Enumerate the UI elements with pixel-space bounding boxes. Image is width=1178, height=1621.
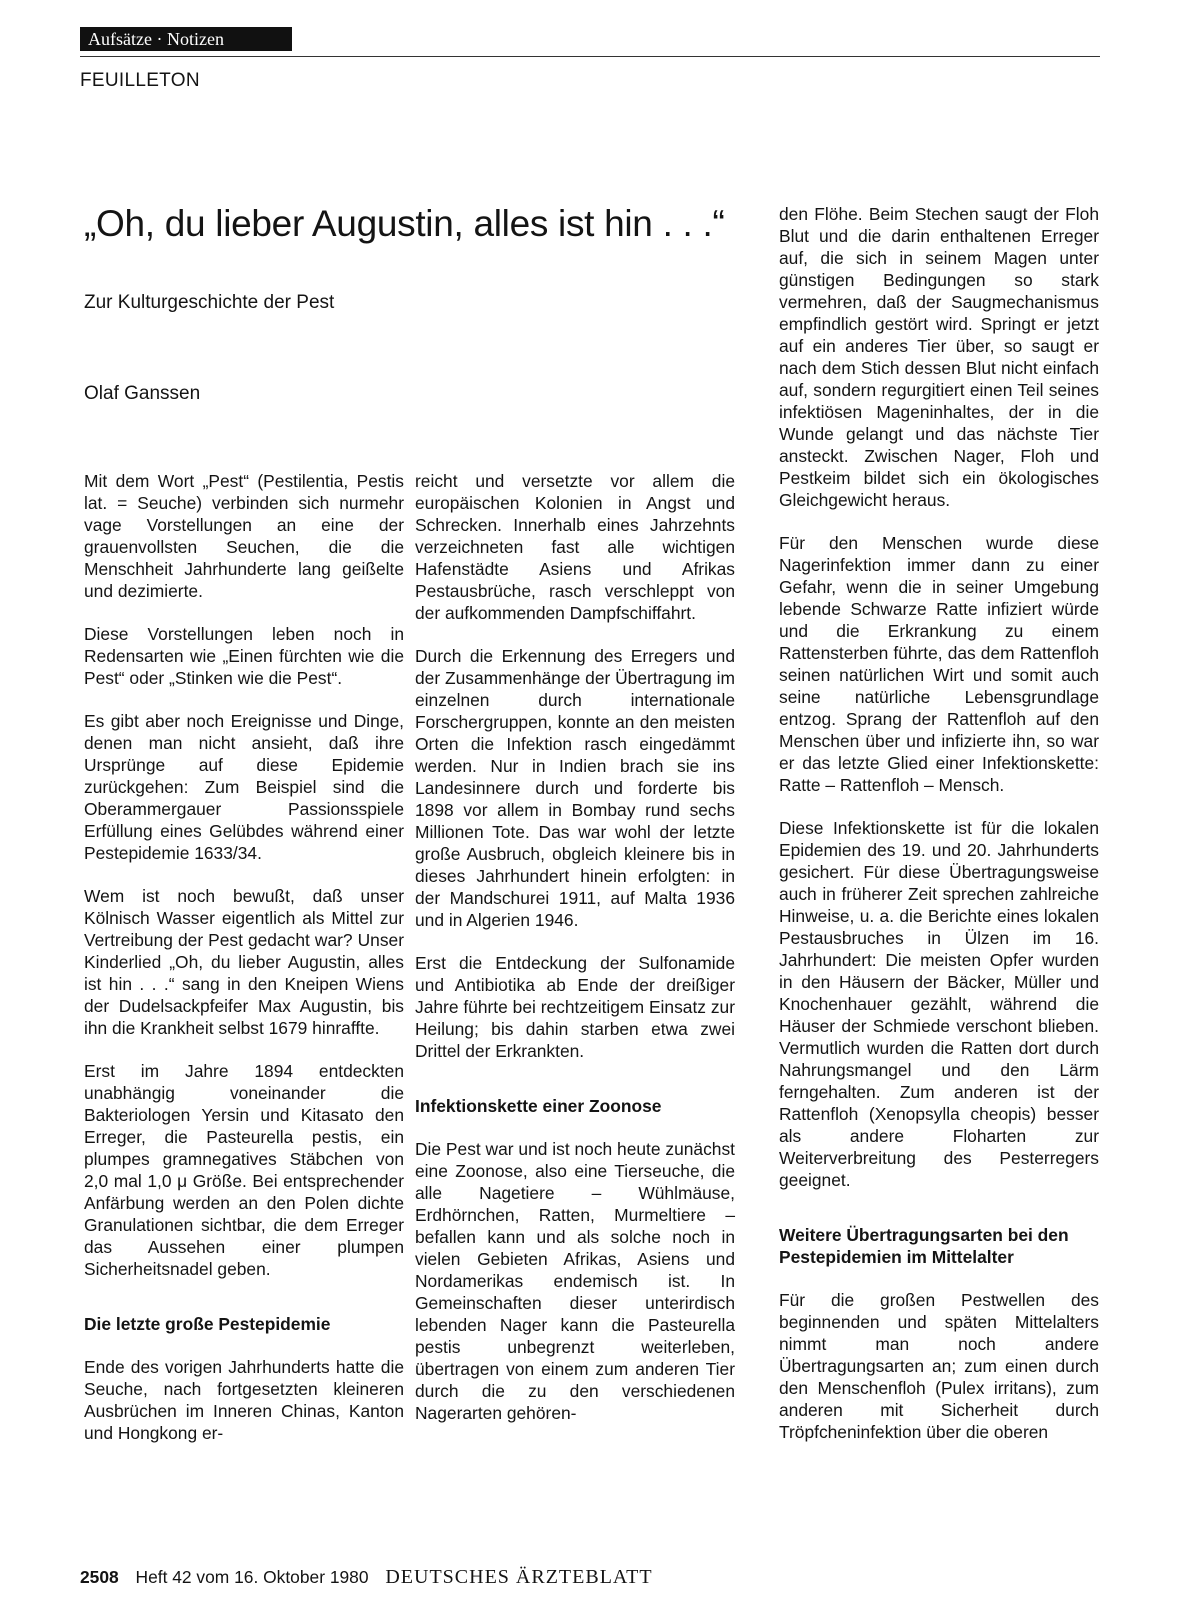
section-heading: Infektionskette einer Zoonose	[415, 1096, 662, 1116]
paragraph: Erst im Jahre 1894 entdeckten unabhängig voneinander die Bakteriologen Yersin und Kitasato den Erreger, die Pasteurella pestis, ein plumpes gramnegatives Stäbchen von 2,0 mal 1,0 μ Größe. Bei entsprechender Anfärbung werden an den Polen dichte Granulationen sichtbar, die dem Erreger das Aussehen einer plumpen Sicherheitsnadel geben.	[84, 1061, 404, 1279]
paragraph: Wem ist noch bewußt, daß unser Kölnisch Wasser eigentlich als Mittel zur Vertreibung der Pest gedacht war? Unser Kinderlied „Oh, du lieber Augustin, alles ist hin . . .“ sang in den Kneipen Wiens der Dudelsackpfeifer Max Augustin, bis ihn die Krankheit selbst 1679 hinraffte.	[84, 886, 404, 1038]
page-footer	[80, 1566, 653, 1589]
paragraph: Ende des vorigen Jahrhunderts hatte die Seuche, nach fortgesetzten kleineren Ausbrüchen im Inneren Chinas, Kanton und Hongkong er-	[84, 1357, 404, 1443]
paragraph: Mit dem Wort „Pest“ (Pestilentia, Pestis lat. = Seuche) verbinden sich nurmehr vage Vorstellungen an eine der grauenvollsten Seuchen, die die Menschheit Jahrhunderte lang geißelte und dezimierte.	[84, 471, 404, 601]
paragraph: Für den Menschen wurde diese Nagerinfektion immer dann zu einer Gefahr, wenn die in seiner Umgebung lebende Schwarze Ratte infiziert würde und die Erkrankung zu einem Rattensterben führte, das dem Rattenfloh seinen natürlichen Wirt und somit auch seine natürliche Lebensgrundlage entzog. Sprang der Rattenfloh auf den Menschen über und infizierte ihn, so war er das letzte Glied einer Infektionskette: Ratte – Rattenfloh – Mensch.	[779, 533, 1099, 795]
issue-info: Heft 42 vom 16. Oktober 1980	[135, 1567, 369, 1587]
page-number: 2508	[80, 1567, 119, 1587]
paragraph: Durch die Erkennung des Erregers und der Zusammenhänge der Übertragung im einzelnen durch internationale Forschergruppen, konnte an den meisten Orten die Infektion rasch eingedämmt werden. Nur in Indien brach sie ins Landesinnere durch und forderte bis 1898 vor allem in Bombay rund sechs Millionen Tote. Das war wohl der letzte große Ausbruch, obgleich kleinere bis in dieses Jahrhundert hinein erfolgten: in der Mandschurei 1911, auf Malta 1936 und in Algerien 1946.	[415, 646, 735, 930]
section-heading: Weitere Übertragungsarten bei den Pestepidemien im Mittelalter	[779, 1225, 1069, 1267]
text-column-3	[779, 203, 1099, 1464]
paragraph: Es gibt aber noch Ereignisse und Dinge, denen man nicht ansieht, daß ihre Ursprünge auf diese Epidemie zurückgehen: Zum Beispiel sind die Oberammergauer Passionsspiele Erfüllung eines Gelübdes während einer Pestepidemie 1633/34.	[84, 711, 404, 863]
journal-name: DEUTSCHES ÄRZTEBLATT	[385, 1566, 653, 1588]
paragraph: Diese Vorstellungen leben noch in Redensarten wie „Einen fürchten wie die Pest“ oder „Stinken wie die Pest“.	[84, 624, 404, 688]
paragraph: Erst die Entdeckung der Sulfonamide und Antibiotika ab Ende der dreißiger Jahre führte bei rechtzeitigem Einsatz zur Heilung; bis dahin starben etwa zwei Drittel der Erkrankten.	[415, 953, 735, 1061]
section-heading: Die letzte große Pestepidemie	[84, 1314, 331, 1334]
paragraph: Die Pest war und ist noch heute zunächst eine Zoonose, also eine Tierseuche, die alle Nagetiere – Wühlmäuse, Erdhörnchen, Ratten, Murmeltiere – befallen kann und als solche noch in vielen Gebieten Afrikas, Asiens und Nordamerikas endemisch ist. In Gemeinschaften dieser unterirdisch lebenden Nager kann die Pasteurella pestis unbegrenzt weiterleben, übertragen von einem zum anderen Tier durch die zu den verschiedenen Nagerarten gehören-	[415, 1139, 735, 1423]
paragraph: reicht und versetzte vor allem die europäischen Kolonien in Angst und Schrecken. Innerhalb eines Jahrzehnts verzeichneten fast alle wichtigen Hafenstädte Asiens und Afrikas Pestausbrüche, rasch verschleppt von der aufkommenden Dampfschiffahrt.	[415, 471, 735, 623]
category-label: FEUILLETON	[80, 70, 200, 91]
text-column-1	[84, 470, 404, 1465]
paragraph: Diese Infektionskette ist für die lokalen Epidemien des 19. und 20. Jahrhunderts gesichert. Für diese Übertragungsweise auch in früherer Zeit sprechen zahlreiche Hinweise, u. a. die Berichte eines lokalen Pestausbruches in Ülzen im 16. Jahrhundert: Die meisten Opfer wurden in den Häusern der Bäcker, Müller und Knochenhauer gezählt, während die Häuser der Schmiede verschont blieben. Vermutlich wurden die Ratten dort durch Nahrungsmangel und den Lärm ferngehalten. Zum anderen ist der Rattenfloh (Xenopsylla cheopis) besser als andere Floharten zur Weiterverbreitung des Pesterregers geeignet.	[779, 818, 1099, 1190]
paragraph: Für die großen Pestwellen des beginnenden und späten Mittelalters nimmt man noch andere Übertragungsarten an; zum einen durch den Menschenfloh (Pulex irritans), zum anderen mit Sicherheit durch Tröpfcheninfektion über die oberen	[779, 1290, 1099, 1442]
section-tag: Aufsätze · Notizen	[80, 27, 292, 51]
article-title: „Oh, du lieber Augustin, alles ist hin . . .“	[84, 203, 725, 244]
text-column-2	[415, 470, 735, 1445]
top-rule	[80, 56, 1100, 57]
paragraph: den Flöhe. Beim Stechen saugt der Floh Blut und die darin enthaltenen Erreger auf, die sich in seinem Magen unter günstigen Bedingungen so stark vermehren, daß der Saugmechanismus empfindlich gestört wird. Springt er jetzt auf ein anderes Tier über, so saugt er nach dem Stich dessen Blut nicht einfach auf, sondern regurgitiert einen Teil seines infektiösen Mageninhaltes, der in die Wunde gelangt und das nächste Tier ansteckt. Zwischen Nager, Floh und Pestkeim bildet sich ein ökologisches Gleichgewicht heraus.	[779, 204, 1099, 510]
article-subtitle: Zur Kulturgeschichte der Pest	[84, 292, 335, 313]
article-author: Olaf Ganssen	[84, 383, 201, 404]
